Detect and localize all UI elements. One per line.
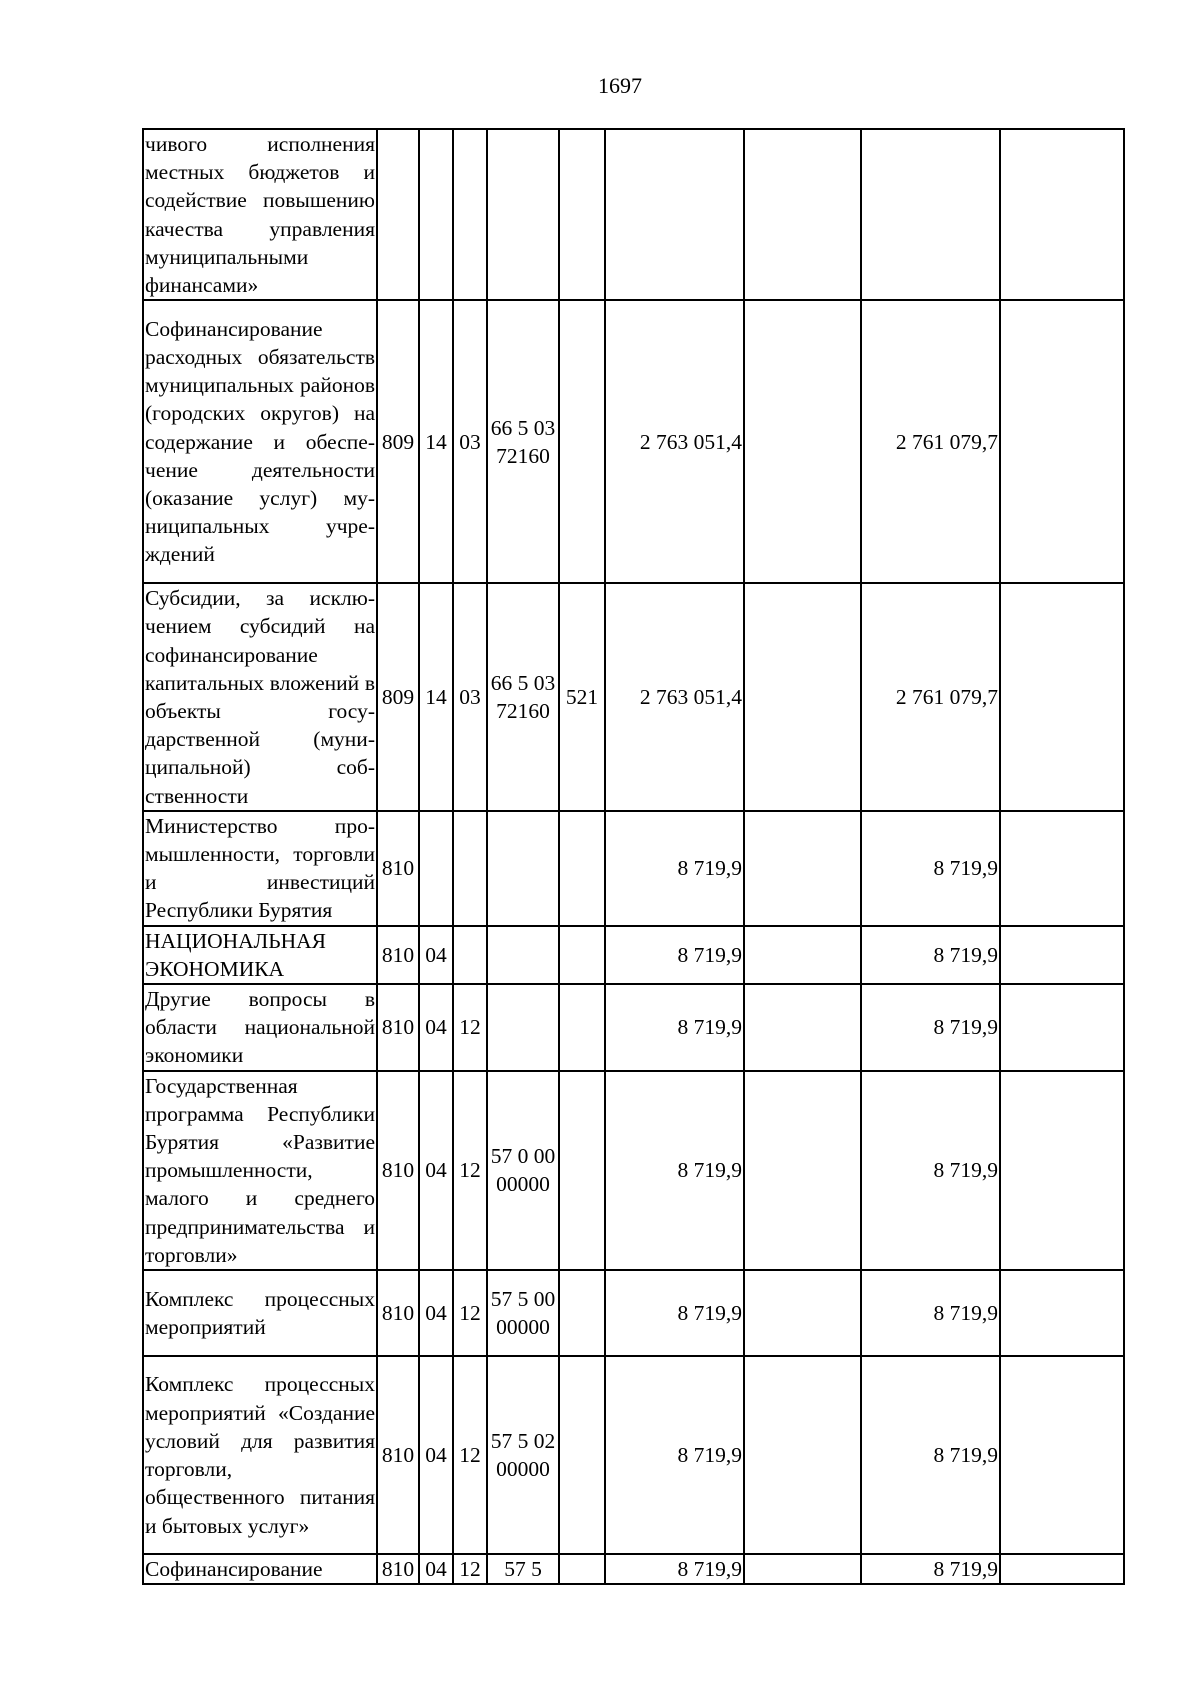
expense-type-code <box>559 1071 605 1270</box>
amount-year-2: 2 761 079,7 <box>861 300 1000 583</box>
amount-year-1: 8 719,9 <box>605 811 744 926</box>
subsection-code: 12 <box>453 1356 487 1554</box>
amount-year-1-extra <box>744 1071 861 1270</box>
target-article-code: 57 5 <box>487 1554 559 1584</box>
amount-year-1: 2 763 051,4 <box>605 300 744 583</box>
amount-year-2-extra <box>1000 811 1124 926</box>
expense-type-code <box>559 1356 605 1554</box>
target-article-code <box>487 811 559 926</box>
section-code <box>419 129 453 300</box>
section-code: 14 <box>419 583 453 811</box>
subsection-code: 12 <box>453 984 487 1071</box>
row-name: Другие вопросы в области национальной экономики <box>143 984 377 1071</box>
subsection-code: 12 <box>453 1554 487 1584</box>
admin-code: 810 <box>377 1356 419 1554</box>
target-article-code: 57 5 00 00000 <box>487 1270 559 1356</box>
table-row <box>143 1071 1124 1270</box>
row-name: Министерство промышленности, торговли и инвестиций Республики Бурятия <box>143 811 377 926</box>
amount-year-1-extra <box>744 984 861 1071</box>
section-code: 14 <box>419 300 453 583</box>
expense-type-code <box>559 811 605 926</box>
row-name: Комплекс процессных мероприятий «Создание условий для развития торговли, общественного питания и бытовых услуг» <box>143 1356 377 1554</box>
table-row <box>143 129 1124 300</box>
amount-year-2: 8 719,9 <box>861 1554 1000 1584</box>
expense-type-code <box>559 129 605 300</box>
amount-year-2-extra <box>1000 1356 1124 1554</box>
expense-type-code <box>559 984 605 1071</box>
expense-type-code <box>559 926 605 984</box>
admin-code: 810 <box>377 1270 419 1356</box>
subsection-code: 12 <box>453 1270 487 1356</box>
amount-year-2-extra <box>1000 1071 1124 1270</box>
amount-year-2: 8 719,9 <box>861 1071 1000 1270</box>
section-code: 04 <box>419 1071 453 1270</box>
subsection-code <box>453 811 487 926</box>
amount-year-2-extra <box>1000 1270 1124 1356</box>
admin-code: 810 <box>377 811 419 926</box>
amount-year-1: 8 719,9 <box>605 926 744 984</box>
expense-type-code <box>559 1554 605 1584</box>
amount-year-2: 8 719,9 <box>861 811 1000 926</box>
subsection-code <box>453 926 487 984</box>
row-name: НАЦИОНАЛЬНАЯ ЭКОНОМИКА <box>143 926 377 984</box>
amount-year-1-extra <box>744 1356 861 1554</box>
expense-type-code: 521 <box>559 583 605 811</box>
subsection-code <box>453 129 487 300</box>
page-number: 1697 <box>598 73 642 98</box>
admin-code <box>377 129 419 300</box>
row-name: Софинансирование расходных обязательств муниципальных районов (городских округов) на содержание и обеспечение деятельности (оказание услуг) муниципальных учреждений <box>143 300 377 583</box>
admin-code: 810 <box>377 1554 419 1584</box>
subsection-code: 03 <box>453 583 487 811</box>
amount-year-1: 8 719,9 <box>605 1071 744 1270</box>
expense-type-code <box>559 300 605 583</box>
amount-year-1 <box>605 129 744 300</box>
row-name: Государственная программа Республики Бурятия «Развитие промышленности, малого и среднего предпринимательства и торговли» <box>143 1071 377 1270</box>
row-name: Комплекс процессных мероприятий <box>143 1270 377 1356</box>
table-row <box>143 300 1124 583</box>
amount-year-2-extra <box>1000 984 1124 1071</box>
amount-year-2-extra <box>1000 1554 1124 1584</box>
target-article-code: 66 5 03 72160 <box>487 583 559 811</box>
admin-code: 810 <box>377 984 419 1071</box>
admin-code: 810 <box>377 1071 419 1270</box>
section-code: 04 <box>419 984 453 1071</box>
target-article-code <box>487 984 559 1071</box>
table-body <box>143 129 1124 1584</box>
amount-year-1-extra <box>744 583 861 811</box>
amount-year-1-extra <box>744 129 861 300</box>
section-code: 04 <box>419 1554 453 1584</box>
section-code <box>419 811 453 926</box>
amount-year-1: 2 763 051,4 <box>605 583 744 811</box>
amount-year-2: 8 719,9 <box>861 984 1000 1071</box>
amount-year-2-extra <box>1000 129 1124 300</box>
amount-year-2 <box>861 129 1000 300</box>
amount-year-2: 8 719,9 <box>861 1356 1000 1554</box>
amount-year-2: 8 719,9 <box>861 926 1000 984</box>
budget-table <box>142 128 1125 1585</box>
admin-code: 809 <box>377 300 419 583</box>
amount-year-2: 8 719,9 <box>861 1270 1000 1356</box>
amount-year-1: 8 719,9 <box>605 1554 744 1584</box>
amount-year-1-extra <box>744 1554 861 1584</box>
amount-year-1-extra <box>744 811 861 926</box>
row-name: чивого исполнения местных бюджетов и содействие повышению качества управления муниципальными финансами» <box>143 129 377 300</box>
amount-year-2-extra <box>1000 583 1124 811</box>
section-code: 04 <box>419 1270 453 1356</box>
table-row <box>143 984 1124 1071</box>
section-code: 04 <box>419 1356 453 1554</box>
row-name: Софинансирование <box>143 1554 377 1584</box>
section-code: 04 <box>419 926 453 984</box>
amount-year-1: 8 719,9 <box>605 1270 744 1356</box>
amount-year-1-extra <box>744 300 861 583</box>
amount-year-2-extra <box>1000 926 1124 984</box>
target-article-code <box>487 129 559 300</box>
target-article-code: 57 0 00 00000 <box>487 1071 559 1270</box>
amount-year-1: 8 719,9 <box>605 1356 744 1554</box>
table-row <box>143 926 1124 984</box>
admin-code: 809 <box>377 583 419 811</box>
table-row <box>143 1270 1124 1356</box>
target-article-code: 66 5 03 72160 <box>487 300 559 583</box>
target-article-code <box>487 926 559 984</box>
amount-year-1-extra <box>744 1270 861 1356</box>
table-row <box>143 583 1124 811</box>
expense-type-code <box>559 1270 605 1356</box>
table-row <box>143 1356 1124 1554</box>
table-row <box>143 1554 1124 1584</box>
amount-year-1-extra <box>744 926 861 984</box>
row-name: Субсидии, за исключением субсидий на софинансирование капитальных вложений в объекты государственной (муниципальной) собственности <box>143 583 377 811</box>
amount-year-2-extra <box>1000 300 1124 583</box>
table-row <box>143 811 1124 926</box>
amount-year-1: 8 719,9 <box>605 984 744 1071</box>
amount-year-2: 2 761 079,7 <box>861 583 1000 811</box>
target-article-code: 57 5 02 00000 <box>487 1356 559 1554</box>
subsection-code: 12 <box>453 1071 487 1270</box>
subsection-code: 03 <box>453 300 487 583</box>
admin-code: 810 <box>377 926 419 984</box>
